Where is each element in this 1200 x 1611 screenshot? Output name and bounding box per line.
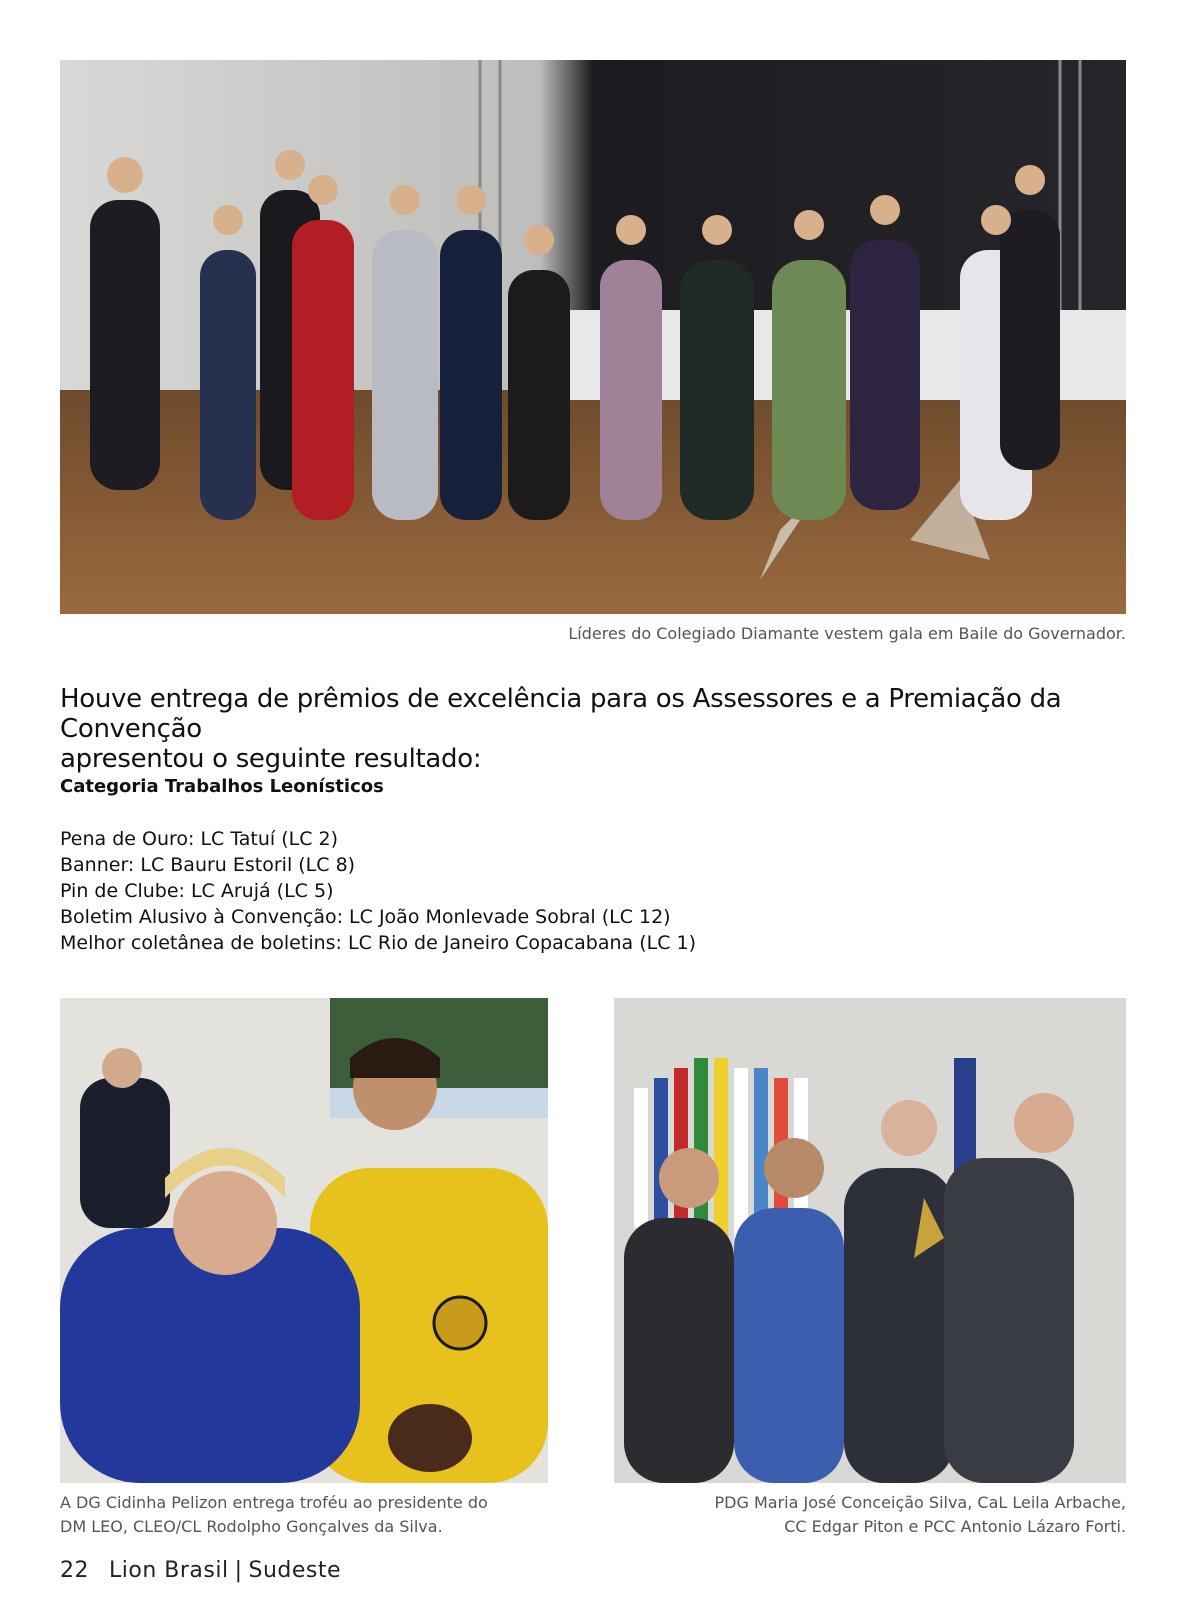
intro-line-1: Houve entrega de prêmios de excelência para os Assessores e a Premiação da Convenção: [60, 684, 1062, 744]
result-item: Pin de Clube: LC Arujá (LC 5): [60, 880, 334, 902]
award-photo-image: [614, 998, 1126, 1483]
award-group-photo: [614, 998, 1126, 1483]
result-item: Boletim Alusivo à Convenção: LC João Monlevade Sobral (LC 12): [60, 906, 671, 928]
gala-group-photo: [60, 60, 1126, 614]
intro-paragraph: [60, 684, 1140, 774]
gala-photo-image: [60, 60, 1126, 614]
section-name: Sudeste: [248, 1558, 342, 1583]
caption-line: A DG Cidinha Pelizon entrega troféu ao presidente do: [60, 1493, 488, 1512]
bottom-left-photo-caption: [60, 1491, 548, 1539]
bottom-right-photo-caption: [614, 1491, 1126, 1539]
publication-name: Lion Brasil: [109, 1558, 229, 1583]
page-footer: [60, 1558, 341, 1583]
trophy-handover-photo: [60, 998, 548, 1483]
trophy-photo-image: [60, 998, 548, 1483]
caption-line: PDG Maria José Conceição Silva, CaL Leila Arbache,: [714, 1493, 1126, 1512]
result-item: Pena de Ouro: LC Tatuí (LC 2): [60, 828, 339, 850]
caption-line: DM LEO, CLEO/CL Rodolpho Gonçalves da Silva.: [60, 1517, 443, 1536]
intro-line-2: apresentou o seguinte resultado:: [60, 744, 482, 774]
results-list: [60, 826, 696, 956]
category-heading: Categoria Trabalhos Leonísticos: [60, 776, 384, 797]
top-photo-caption: Líderes do Colegiado Diamante vestem gala em Baile do Governador.: [568, 624, 1126, 643]
result-item: Melhor coletânea de boletins: LC Rio de Janeiro Copacabana (LC 1): [60, 932, 697, 954]
footer-separator: |: [234, 1558, 243, 1583]
caption-line: CC Edgar Piton e PCC Antonio Lázaro Forti.: [784, 1517, 1126, 1536]
page-number: 22: [60, 1558, 89, 1583]
result-item: Banner: LC Bauru Estoril (LC 8): [60, 854, 356, 876]
